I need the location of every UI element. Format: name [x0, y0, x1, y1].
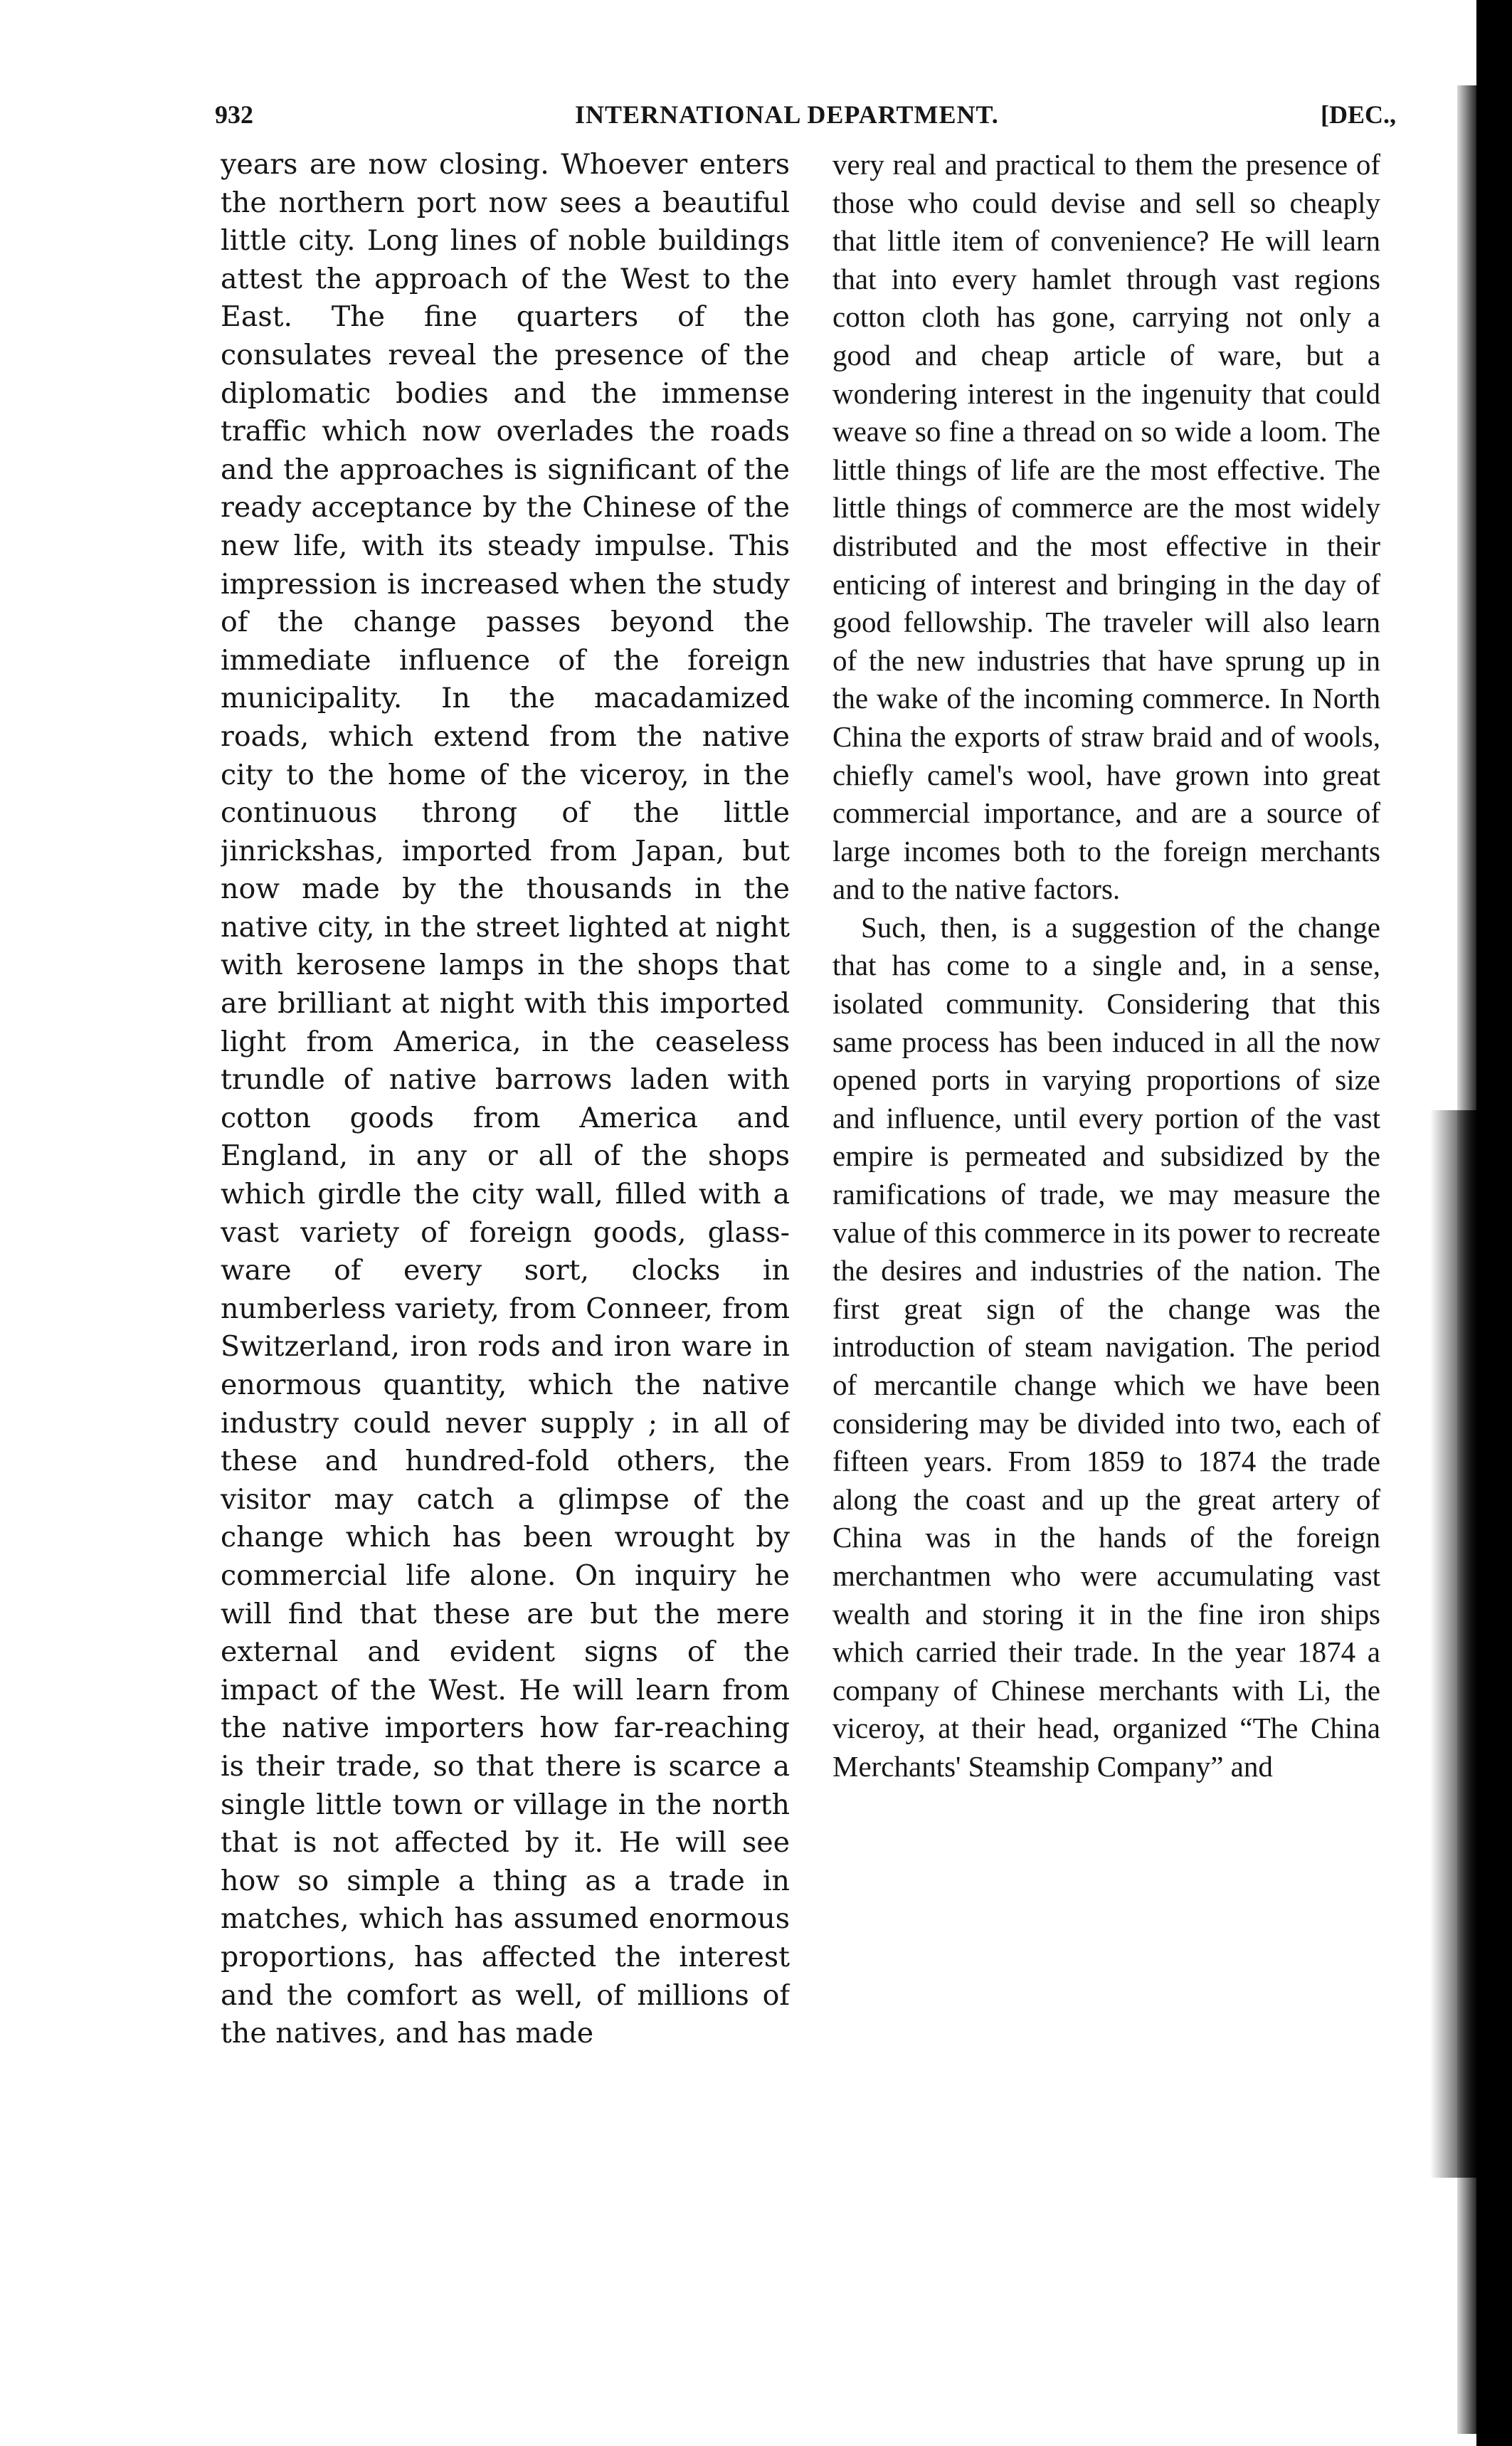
left-column-text: years are now closing. Whoever enters the northern port now sees a beautiful little city. Long lines of noble buildings attest the approach of the West to the East. The fine quarters of the consulates reveal the presence of the diplomatic bodies and the immense traffic which now overlades the roads and the approaches is significant of the ready acceptance by the Chinese of the new life, with its steady impulse. This impression is increased when the study of the change passes beyond the immediate influence of the foreign municipality. In the macadamized roads, which extend from the native city to the home of the viceroy, in the continuous throng of the little jinrickshas, imported from Japan, but now made by the thousands in the native city, in the street lighted at night with kerosene lamps in the shops that are brilliant at night with this imported light from America, in the ceaseless trundle of native barrows laden with cotton goods from America and England, in any or all of the shops which girdle the city wall, filled with a vast variety of foreign goods, glass-ware of every sort, clocks in numberless variety, from Conneer, from Switzerland, iron rods and iron ware in enormous quantity, which the native industry could never supply ; in all of these and hundred-fold others, the visitor may catch a glimpse of the change which has been wrought by commercial life alone. On inquiry he will find that these are but the mere external and evident signs of the impact of the West. He will learn from the native importers how far-reaching is their trade, so that there is scarce a single little town or village in the north that is not affected by it. He will see how so simple a thing as a trade in matches, which has assumed enormous proportions, has affected the interest and the comfort as well, of millions of the natives, and has made [221, 148, 790, 2050]
right-column [832, 146, 1380, 2366]
left-column [221, 146, 790, 2366]
right-column-paragraph-2: Such, then, is a suggestion of the change that has come to a single and, in a sense, isolated community. Considering that this same process has been induced in all the now opened ports in varying proportions of size and influence, until every portion of the vast empire is permeated and subsidized by the ramifications of trade, we may measure the value of this commerce in its power to recreate the desires and industries of the nation. The first great sign of the change was the introduction of steam navigation. The period of mercantile change which we have been considering may be divided into two, each of fifteen years. From 1859 to 1874 the trade along the coast and up the great artery of China was in the hands of the foreign merchantmen who were accumulating vast wealth and storing it in the fine iron ships which carried their trade. In the year 1874 a company of Chinese merchants with Li, the viceroy, at their head, organized “The China Merchants' Steamship Company” and [832, 910, 1380, 1783]
page-number: 932 [215, 100, 253, 129]
page-header [205, 93, 1446, 142]
running-head: INTERNATIONAL DEPARTMENT. [575, 100, 999, 129]
binding-edge-gradient [1430, 1110, 1476, 2178]
binding-edge [1476, 0, 1512, 2446]
section-mark: [DEC., [1321, 100, 1396, 129]
right-column-paragraph-1: very real and practical to them the presence of those who could devise and sell so cheaply that little item of convenience? He will learn that into every hamlet through vast regions cotton cloth has gone, carrying not only a good and cheap article of ware, but a wondering interest in the ingenuity that could weave so fine a thread on so wide a loom. The little things of life are the most effective. The little things of commerce are the most widely distributed and the most effective in their enticing of interest and bringing in the day of good fellowship. The traveler will also learn of the new industries that have sprung up in the wake of the incoming commerce. In North China the exports of straw braid and of wools, chiefly camel's wool, have grown into great commercial importance, and are a source of large incomes both to the foreign merchants and to the native factors. [832, 148, 1380, 906]
